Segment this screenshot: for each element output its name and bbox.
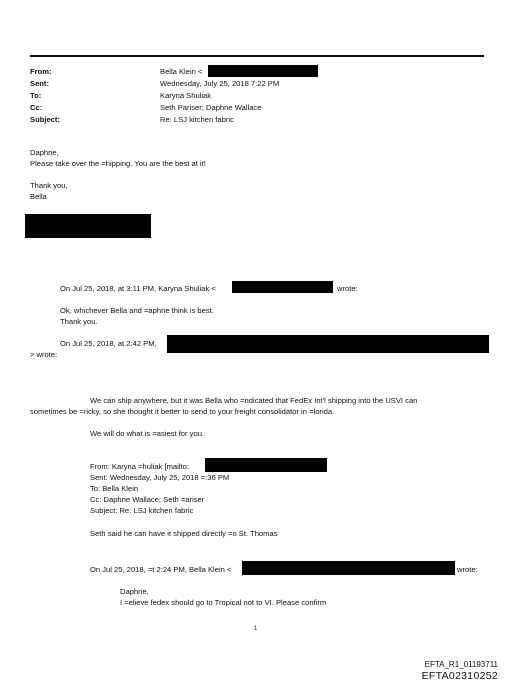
redaction-quote2-sender: [167, 335, 489, 353]
forwarded-to: To: Bella Klein: [90, 484, 139, 493]
forwarded-subject: Subject: Re: LSJ kitchen fabric: [90, 506, 194, 515]
subject-value: Re: LSJ kitchen fabric: [160, 115, 234, 124]
to-value: Karyna Shuliak: [160, 91, 212, 100]
sent-label: Sent:: [30, 79, 49, 88]
forwarded-body: Seth said he can have it shipped directly =o St. Thomas: [90, 529, 278, 538]
redaction-quote1-email: [232, 281, 333, 293]
page-number: 1: [254, 626, 258, 632]
quote4-intro: On Jul 25, 2018, =t 2:24 PM, Bella Klein <: [90, 565, 232, 574]
subject-label: Subject:: [30, 115, 60, 124]
quote2-intro: On Jul 25, 2018, at 2:42 PM,: [60, 339, 157, 348]
cc-label: Cc:: [30, 103, 43, 112]
redaction-quote4-email: [242, 561, 455, 575]
quote1-line1: Ok, whichever Bella and =aphne think is best.: [60, 306, 214, 315]
cc-value: Seth Pariser; Daphne Wallace: [160, 103, 262, 112]
bates-number-1: EFTA_R1_01193711: [424, 660, 498, 669]
redaction-forwarded-email: [205, 458, 327, 472]
redaction-signature-block: [25, 214, 151, 238]
quote3-para1-line1: We can ship anywhere, but it was Bella who =ndicated that FedEx Int'l shipping into the USVI can: [90, 396, 418, 405]
sent-value: Wednesday, July 25, 2018 7:22 PM: [160, 79, 280, 88]
from-value: Bella Klein <: [160, 67, 203, 76]
body-greeting: Daphne,: [30, 148, 59, 157]
quote3-para2: We will do what is =asiest for you.: [90, 429, 205, 438]
header-rule: [30, 55, 484, 57]
quote2-wrote: > wrote:: [30, 350, 58, 359]
forwarded-sent: Sent: Wednesday, July 25, 2018 =:36 PM: [90, 473, 230, 482]
quote4-greeting: Daphne,: [120, 587, 149, 596]
forwarded-cc: Cc: Daphne Wallace; Seth =ariser: [90, 495, 205, 504]
from-label: From:: [30, 67, 52, 76]
forwarded-from: From: Karyna =huliak [mailto:: [90, 462, 189, 471]
body-signature: Bella: [30, 192, 47, 201]
quote1-line2: Thank you.: [60, 317, 98, 326]
quote1-wrote: wrote:: [337, 284, 358, 293]
quote4-line1: I =elieve fedex should go to Tropical not to VI. Please confirm: [120, 598, 327, 607]
quote3-para1-line2: sometimes be =ricky, so she thought it better to send to your freight consolidator in =lorida.: [30, 407, 335, 416]
body-signoff: Thank you,: [30, 181, 68, 190]
quote4-wrote: wrote:: [457, 565, 478, 574]
to-label: To:: [30, 91, 42, 100]
bates-number-2: EFTA02310252: [421, 670, 498, 682]
body-line1: Please take over the =hipping. You are the best at it!: [30, 159, 206, 168]
quote1-intro: On Jul 25, 2018, at 3:11 PM, Karyna Shuliak <: [60, 284, 216, 293]
redaction-from-email: [208, 65, 318, 77]
